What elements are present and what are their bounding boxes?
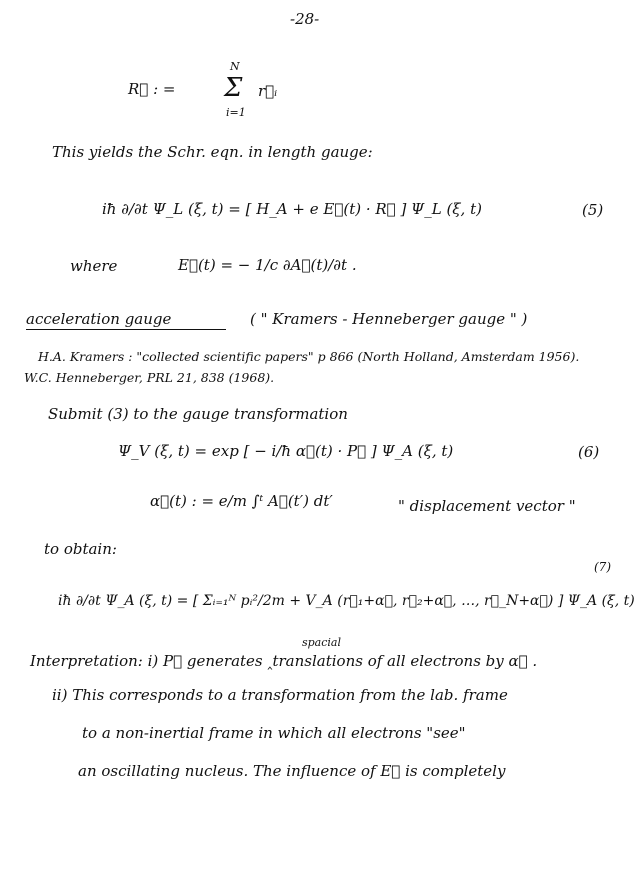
eq5-body: iħ ∂/∂t Ψ_L (ξ, t) = [ H_A + e E⃗(t) · R⃗ ] Ψ_L (ξ, t) [102,200,482,218]
heading-title: acceleration gauge [26,310,226,330]
text-obtain: to obtain: [44,540,117,558]
eq-alpha-label: " displacement vector " [398,497,576,515]
eq-r-rhs: r⃗ᵢ [258,82,278,100]
reference-henneberger: W.C. Henneberger, PRL 21, 838 (1968). [24,370,275,385]
interp-line-3: to a non-inertial frame in which all electrons "see" [82,724,466,742]
eq-alpha-body: α⃗(t) : = e/m ∫ᵗ A⃗(t′) dt′ [150,492,333,510]
eq-r-sum-symbol: Σ [224,73,243,103]
text-yields: This yields the Schr. eqn. in length gauge: [52,143,373,161]
interp-line-2: ii) This corresponds to a transformation from the lab. frame [52,686,508,704]
reference-kramers: H.A. Kramers : "collected scientific papers" p 866 (North Holland, Amsterdam 1956). [38,349,580,364]
where-equation: E⃗(t) = − 1/c ∂A⃗(t)/∂t . [178,256,357,274]
interp-line-1: Interpretation: i) P⃗ generates ‸translations of all electrons by α⃗ . [30,652,538,670]
eq6-number: (6) [578,443,600,461]
where-label: where [70,257,118,275]
text-submit: Submit (3) to the gauge transformation [48,405,348,423]
interp-line-4: an oscillating nucleus. The influence of E⃗ is completely [78,762,506,780]
eq6-body: Ψ_V (ξ, t) = exp [ − i/ħ α⃗(t) · P⃗ ] Ψ_A (ξ, t) [118,442,454,460]
eq-r-sum-bottom: i=1 [226,106,246,119]
eq-r-lhs: R⃗ : = [128,80,176,98]
eq5-number: (5) [582,201,604,219]
eq7-body: iħ ∂/∂t Ψ_A (ξ, t) = [ Σᵢ₌₁ᴺ pᵢ²/2m + V_A (r⃗₁+α⃗, r⃗₂+α⃗, …, r⃗_N+α⃗) ] Ψ_A (ξ, t) [58,593,635,609]
interp-caret-word: spacial [302,636,341,649]
eq-r-sum-top: N [230,60,240,73]
page-number: -28- [290,10,320,28]
heading-aside: ( " Kramers - Henneberger gauge " ) [250,310,528,328]
eq7-number: (7) [594,560,611,574]
